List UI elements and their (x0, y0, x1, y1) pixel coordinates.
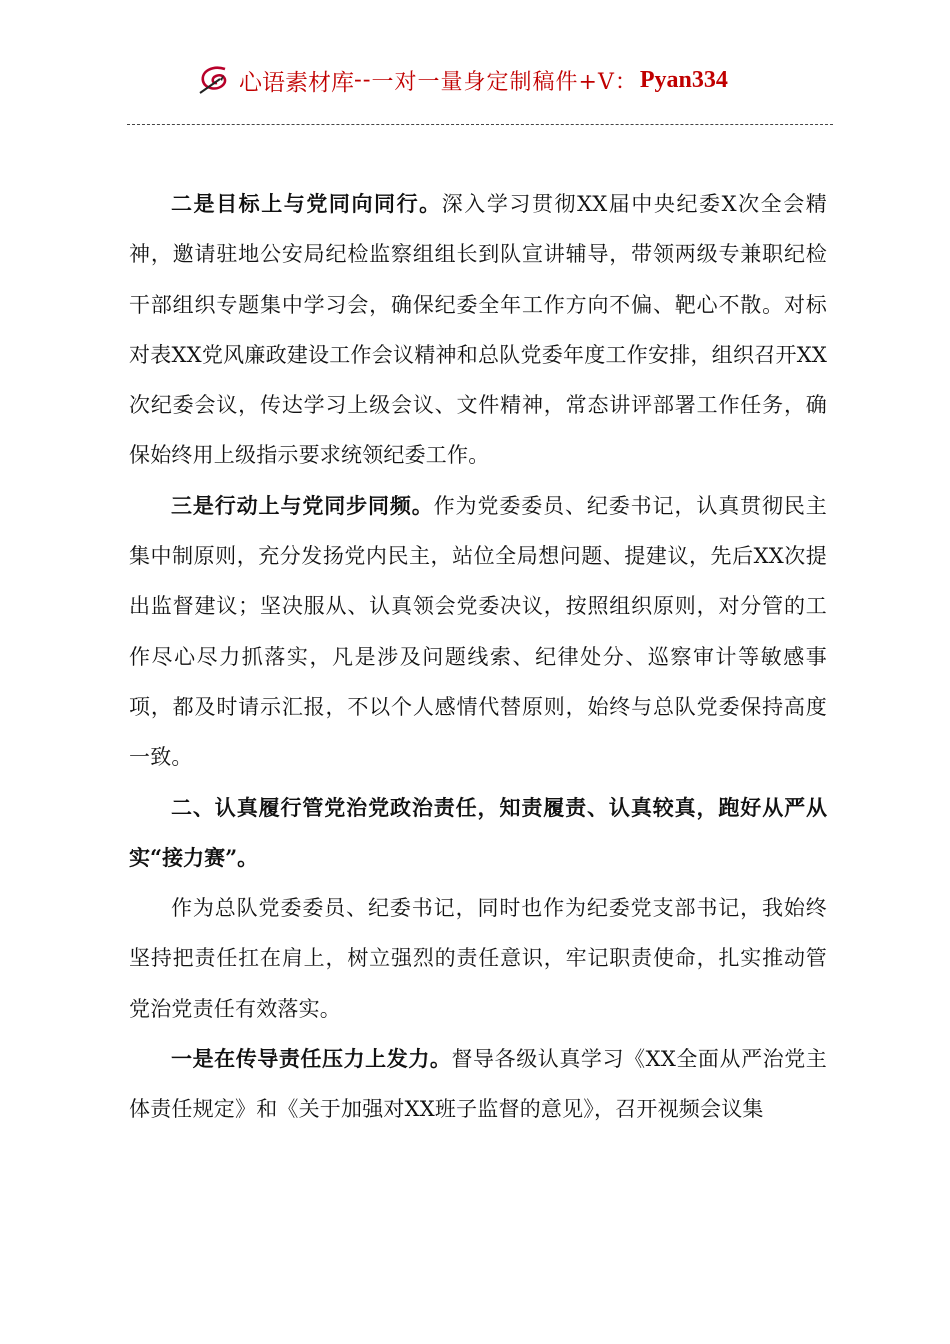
header-brand: 心语素材库 (239, 69, 354, 96)
pen-swirl-logo-icon (195, 63, 239, 97)
paragraph-3 (129, 883, 827, 1034)
paragraph-3-text: 作为总队党委委员、纪委书记，同时也作为纪委党支部书记，我始终坚持把责任扛在肩上，树立强烈的责任意识，牢记职责使命，扎实推动管党治党责任有效落实。 (129, 896, 827, 1021)
page-header (195, 60, 728, 100)
paragraph-4-text: 督导各级认真学习《XX全面从严治党主体责任规定》和《关于加强对XX班子监督的意见》，召开视频会议集 (129, 1047, 827, 1122)
paragraph-1 (129, 179, 827, 481)
header-divider (127, 124, 833, 125)
paragraph-1-lead: 二是目标上与党同向同行。 (171, 191, 442, 216)
header-contact: Pyan334 (639, 66, 728, 93)
paragraph-2 (129, 481, 827, 783)
header-slogan: 一对一量身定制稿件+V： (371, 69, 638, 95)
paragraph-2-text: 作为党委委员、纪委书记，认真贯彻民主集中制原则，充分发扬党内民主，站位全局想问题、提建议，先后XX次提出监督建议；坚决服从、认真领会党委决议，按照组织原则，对分管的工作尽心尽力抓落实，凡是涉及问题线索、纪律处分、巡察审计等敏感事项，都及时请示汇报，不以个人感情代替原则，始终与总队党委保持高度一致。 (129, 493, 827, 770)
document-body (129, 179, 827, 1135)
header-separator: -- (354, 67, 372, 93)
paragraph-2-lead: 三是行动上与党同步同频。 (171, 492, 434, 518)
paragraph-1-text: 深入学习贯彻XX届中央纪委X次全会精神，邀请驻地公安局纪检监察组组长到队宣讲辅导，带领两级专兼职纪检干部组织专题集中学习会，确保纪委全年工作方向不偏、靶心不散。对标对表XX党风廉政建设工作会议精神和总队党委年度工作安排，组织召开XX次纪委会议，传达学习上级会议、文件精神，常态讲评部署工作任务，确保始终用上级指示要求统领纪委工作。 (129, 192, 827, 468)
paragraph-4-lead: 一是在传导责任压力上发力。 (171, 1046, 452, 1072)
paragraph-4 (129, 1034, 827, 1135)
section-heading: 二、认真履行管党治党政治责任，知责履责、认真较真，跑好从严从实“接力赛”。 (129, 794, 827, 870)
